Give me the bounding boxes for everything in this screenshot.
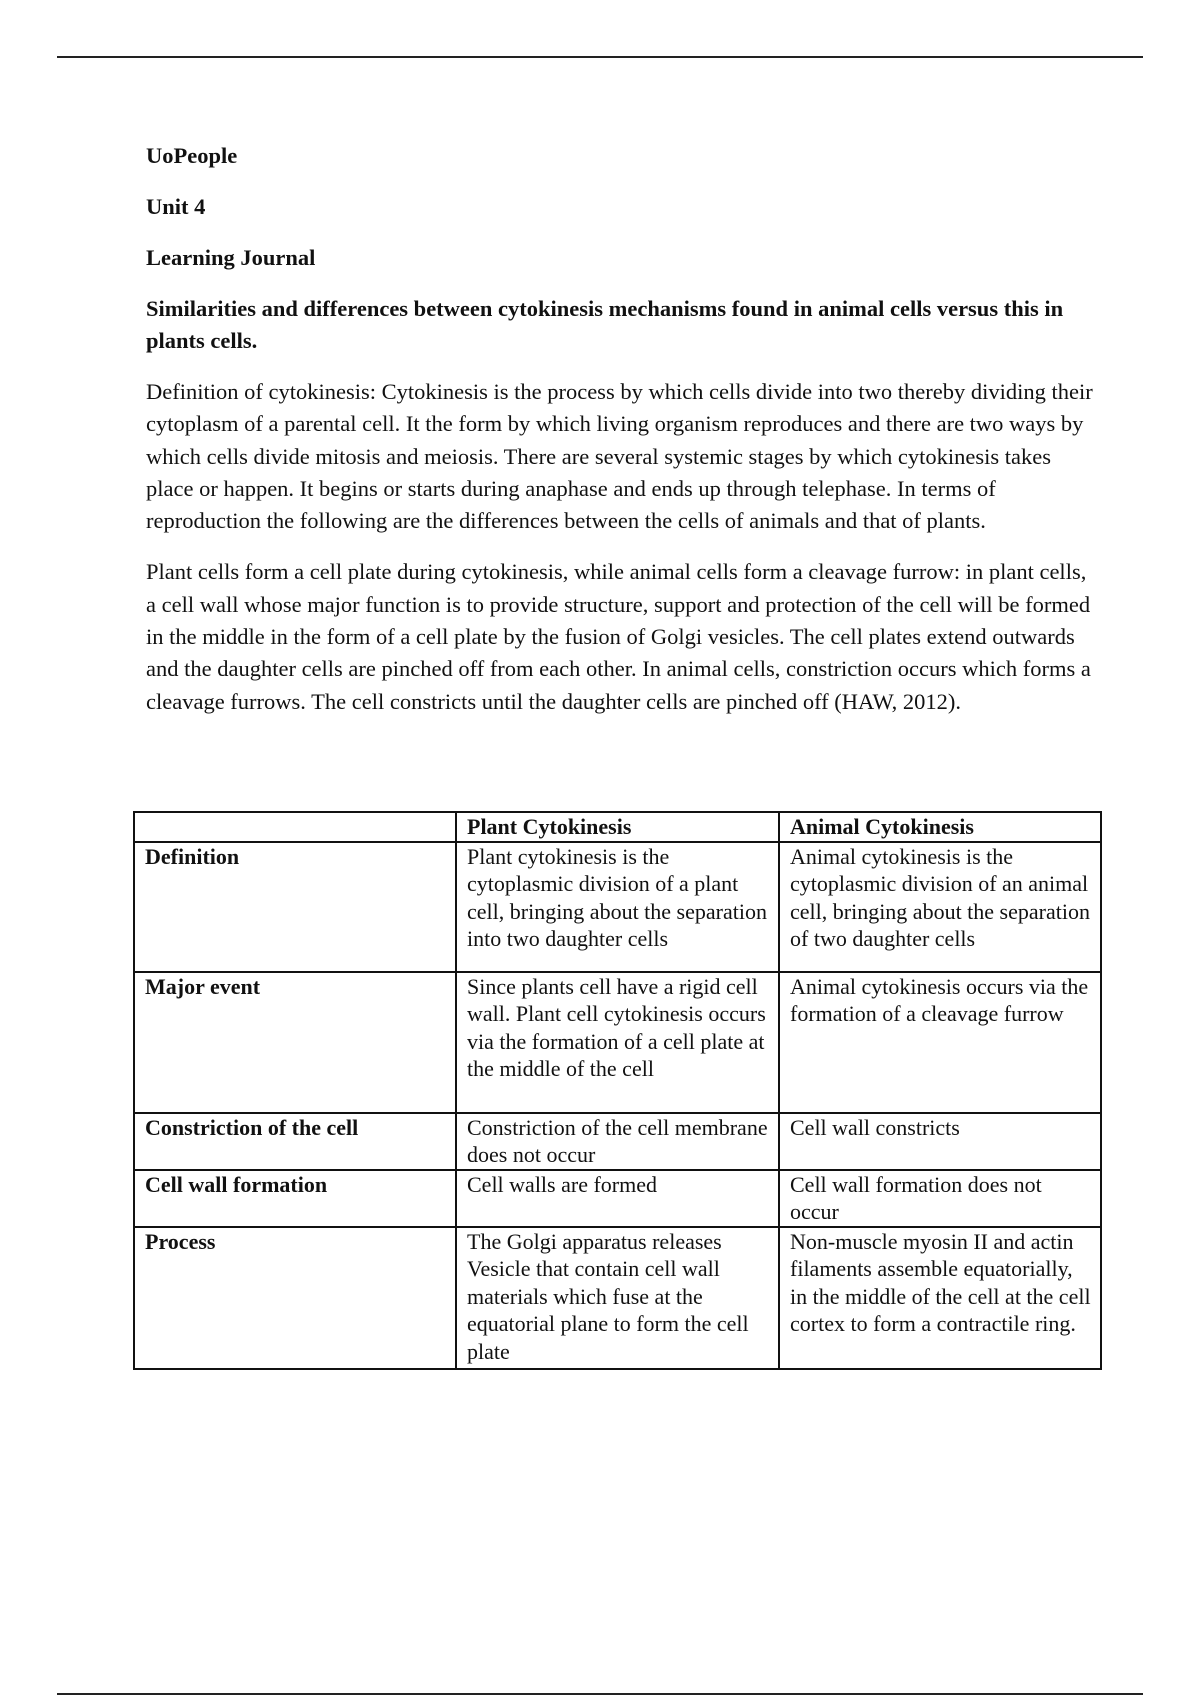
comparison-table	[133, 811, 1102, 1370]
table-row	[134, 842, 1101, 972]
cell-plant-process: The Golgi apparatus releases Vesicle that contain cell wall materials which fuse at the equatorial plane to form the cell plate	[456, 1227, 779, 1369]
cell-plant-constriction: Constriction of the cell membrane does not occur	[456, 1113, 779, 1170]
unit-label: Unit 4	[146, 194, 206, 219]
cell-animal-major-event: Animal cytokinesis occurs via the formation of a cleavage furrow	[779, 972, 1101, 1113]
header-plant-cytokinesis: Plant Cytokinesis	[456, 812, 779, 842]
header-cell-empty	[134, 812, 456, 842]
table-header-row	[134, 812, 1101, 842]
paragraph-definition: Definition of cytokinesis: Cytokinesis is the process by which cells divide into two thereby dividing their cytoplasm of a parental cell. It the form by which living organism reproduces and there are two ways by which cells divide mitosis and meiosis. There are several systemic stages by which cytokinesis takes place or happen. It begins or starts during anaphase and ends up through telephase. In terms of reproduction the following are the differences between the cells of animals and that of plants.	[146, 379, 1093, 534]
cell-plant-definition: Plant cytokinesis is the cytoplasmic division of a plant cell, bringing about the separation into two daughter cells	[456, 842, 779, 972]
row-label-constriction: Constriction of the cell	[134, 1113, 456, 1170]
table-row	[134, 972, 1101, 1113]
paragraph-comparison: Plant cells form a cell plate during cytokinesis, while animal cells form a cleavage furrow: in plant cells, a cell wall whose major function is to provide structure, support and protection of the cell will be formed in the middle in the form of a cell plate by the fusion of Golgi vesicles. The cell plates extend outwards and the daughter cells are pinched off from each other. In animal cells, constriction occurs which forms a cleavage furrows. The cell constricts until the daughter cells are pinched off (HAW, 2012).	[146, 559, 1091, 714]
cell-animal-definition: Animal cytokinesis is the cytoplasmic division of an animal cell, bringing about the separation of two daughter cells	[779, 842, 1101, 972]
header-animal-cytokinesis: Animal Cytokinesis	[779, 812, 1101, 842]
row-label-process: Process	[134, 1227, 456, 1369]
cell-plant-cell-wall-formation: Cell walls are formed	[456, 1170, 779, 1227]
journal-label: Learning Journal	[146, 245, 316, 270]
row-label-definition: Definition	[134, 842, 456, 972]
table-row	[134, 1227, 1101, 1369]
cell-plant-major-event: Since plants cell have a rigid cell wall. Plant cell cytokinesis occurs via the formation of a cell plate at the middle of the cell	[456, 972, 779, 1113]
school-name: UoPeople	[146, 143, 238, 168]
cell-animal-cell-wall-formation: Cell wall formation does not occur	[779, 1170, 1101, 1227]
table-row	[134, 1113, 1101, 1170]
document-title: Similarities and differences between cytokinesis mechanisms found in animal cells versus this in plants cells.	[146, 296, 1064, 353]
top-rule	[57, 56, 1143, 58]
cell-animal-constriction: Cell wall constricts	[779, 1113, 1101, 1170]
cell-animal-process: Non-muscle myosin II and actin filaments assemble equatorially, in the middle of the cell at the cell cortex to form a contractile ring.	[779, 1227, 1101, 1369]
document-body	[146, 140, 1093, 737]
row-label-major-event: Major event	[134, 972, 456, 1113]
row-label-cell-wall-formation: Cell wall formation	[134, 1170, 456, 1227]
bottom-rule	[57, 1693, 1143, 1695]
table-row	[134, 1170, 1101, 1227]
